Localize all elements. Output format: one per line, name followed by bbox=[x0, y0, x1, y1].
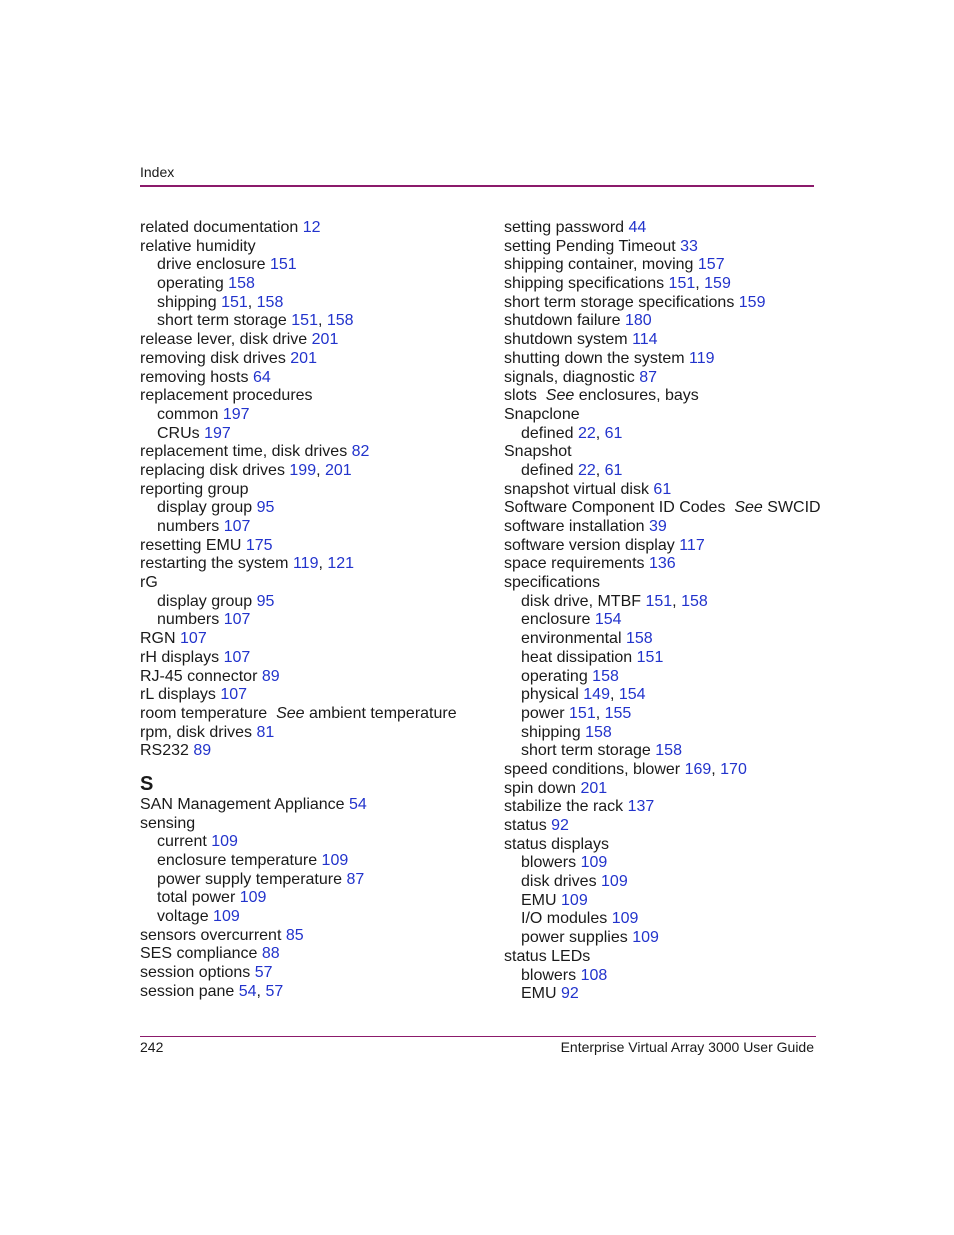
index-term: rL displays bbox=[140, 686, 216, 704]
index-subentry bbox=[504, 742, 824, 761]
page-link[interactable]: 95 bbox=[256, 592, 275, 610]
page-link[interactable]: 107 bbox=[223, 648, 251, 666]
index-entry bbox=[140, 927, 490, 946]
index-term: operating bbox=[157, 275, 224, 293]
index-entry bbox=[140, 350, 490, 369]
index-term: CRUs bbox=[157, 424, 200, 442]
index-entry bbox=[504, 443, 824, 462]
index-term: status displays bbox=[504, 835, 609, 853]
index-term: physical bbox=[521, 686, 579, 704]
index-entry bbox=[504, 481, 824, 500]
page-link[interactable]: 39 bbox=[648, 518, 667, 535]
page-link[interactable]: 159 bbox=[738, 293, 766, 311]
index-entry bbox=[504, 387, 824, 406]
see-reference-label: See bbox=[545, 387, 575, 405]
index-subentry bbox=[140, 852, 490, 871]
index-term: shipping bbox=[521, 723, 581, 741]
page-link[interactable]: 109 bbox=[239, 889, 267, 907]
page-link[interactable]: 158 bbox=[326, 312, 354, 330]
index-term: removing disk drives bbox=[140, 349, 286, 367]
page-link[interactable]: 201 bbox=[580, 779, 608, 797]
page-link[interactable]: 158 bbox=[228, 275, 255, 293]
index-term: signals, diagnostic bbox=[504, 368, 635, 386]
page-link[interactable]: 158 bbox=[655, 742, 682, 760]
index-subentry bbox=[140, 256, 490, 275]
index-term: current bbox=[157, 833, 207, 851]
index-term: power bbox=[521, 704, 565, 722]
header-rule bbox=[140, 185, 814, 187]
index-term: disk drives bbox=[521, 873, 597, 891]
index-term: display group bbox=[157, 499, 253, 517]
index-term: sensing bbox=[140, 814, 196, 832]
index-subentry bbox=[504, 630, 824, 649]
index-term: related documentation bbox=[140, 219, 299, 236]
index-term: shipping container, moving bbox=[504, 256, 694, 274]
page-link[interactable]: 151 bbox=[291, 312, 318, 330]
index-term: status LEDs bbox=[504, 947, 591, 965]
index-subentry: shipping 151, 158 bbox=[157, 293, 284, 311]
index-subentry bbox=[504, 873, 824, 892]
index-entry bbox=[504, 406, 824, 425]
page-link[interactable]: 151 bbox=[221, 293, 248, 311]
page-link[interactable]: 33 bbox=[680, 237, 698, 255]
page-link[interactable]: 109 bbox=[321, 852, 349, 869]
page-link[interactable]: 109 bbox=[632, 929, 659, 947]
index-term: specifications bbox=[504, 574, 601, 592]
index-term: replacement time, disk drives bbox=[140, 443, 348, 461]
book-title: Enterprise Virtual Array 3000 User Guide bbox=[560, 1039, 814, 1055]
index-entry bbox=[140, 331, 490, 350]
index-term: enclosure bbox=[521, 611, 591, 629]
index-entry bbox=[140, 443, 490, 462]
page-link[interactable]: 151 bbox=[269, 256, 297, 274]
index-term: snapshot virtual disk bbox=[504, 480, 649, 498]
page-link[interactable]: 22 bbox=[577, 461, 596, 479]
page-link[interactable]: 61 bbox=[653, 480, 672, 498]
index-term: display group bbox=[157, 592, 253, 610]
page-link[interactable]: 92 bbox=[551, 817, 569, 834]
index-entry bbox=[140, 238, 490, 257]
page-link[interactable]: 109 bbox=[580, 854, 608, 872]
index-term: heat dissipation bbox=[521, 648, 633, 666]
index-term: replacing disk drives bbox=[140, 461, 285, 479]
index-subentry bbox=[140, 425, 490, 444]
index-entry bbox=[504, 518, 824, 537]
index-entry bbox=[140, 537, 490, 556]
index-entry bbox=[140, 964, 490, 983]
index-term: status bbox=[504, 817, 547, 834]
index-entry: speed conditions, blower 169, 170 bbox=[504, 760, 747, 778]
page-link[interactable]: 117 bbox=[679, 536, 705, 554]
index-subentry bbox=[140, 499, 490, 518]
page-link[interactable]: 108 bbox=[580, 966, 608, 984]
index-entry bbox=[140, 387, 490, 406]
index-column-left bbox=[140, 219, 490, 1002]
index-subentry: short term storage 151, 158 bbox=[157, 312, 354, 330]
index-subentry bbox=[140, 889, 490, 908]
page-link[interactable]: 197 bbox=[222, 405, 250, 423]
page-link[interactable]: 81 bbox=[256, 723, 275, 741]
index-entry bbox=[140, 742, 490, 761]
page-link[interactable]: 107 bbox=[180, 630, 207, 648]
index-subentry bbox=[504, 985, 824, 1004]
page-link[interactable]: 159 bbox=[704, 275, 731, 293]
index-term: space requirements bbox=[504, 555, 645, 573]
page-link[interactable]: 57 bbox=[254, 964, 273, 982]
page-link[interactable]: 107 bbox=[223, 518, 251, 535]
index-entry: session pane 54, 57 bbox=[140, 982, 284, 1000]
index-term: setting Pending Timeout bbox=[504, 237, 676, 255]
page-number: 242 bbox=[140, 1039, 164, 1055]
index-term: defined bbox=[521, 424, 574, 442]
index-subentry bbox=[140, 518, 490, 537]
index-term: blowers bbox=[521, 966, 577, 984]
index-subentry bbox=[504, 929, 824, 948]
index-term: Snapshot bbox=[504, 443, 572, 461]
page-link[interactable]: 114 bbox=[632, 331, 658, 349]
index-subentry bbox=[140, 871, 490, 890]
page-link[interactable]: 175 bbox=[245, 536, 273, 554]
index-entry bbox=[504, 238, 824, 257]
page-link[interactable]: 54 bbox=[349, 795, 367, 813]
page-link[interactable]: 158 bbox=[592, 667, 619, 685]
index-term: RS232 bbox=[140, 742, 189, 760]
page-link[interactable]: 137 bbox=[627, 798, 655, 816]
page-link[interactable]: 87 bbox=[346, 870, 365, 888]
index-entry bbox=[504, 331, 824, 350]
page-link[interactable]: 82 bbox=[351, 443, 370, 461]
page-link[interactable]: 109 bbox=[561, 891, 588, 909]
index-term: removing hosts bbox=[140, 368, 249, 386]
index-subentry bbox=[140, 908, 490, 927]
index-term: rpm, disk drives bbox=[140, 723, 253, 741]
index-subentry: defined 22, 61 bbox=[521, 424, 623, 442]
index-term: rG bbox=[140, 574, 158, 592]
index-term: spin down bbox=[504, 779, 577, 797]
index-term: common bbox=[157, 405, 219, 423]
index-term: short term storage specifications bbox=[504, 293, 735, 311]
index-entry bbox=[140, 945, 490, 964]
index-term: short term storage bbox=[157, 312, 287, 330]
index-term: operating bbox=[521, 667, 588, 685]
index-term: shipping specifications bbox=[504, 275, 665, 293]
page-link[interactable]: 154 bbox=[618, 686, 646, 704]
index-entry: shipping specifications 151, 159 bbox=[504, 275, 731, 293]
footer-rule bbox=[140, 1036, 816, 1037]
index-term: resetting EMU bbox=[140, 536, 242, 554]
index-entry bbox=[140, 815, 490, 834]
see-reference-target: ambient temperature bbox=[308, 704, 457, 722]
index-entry bbox=[140, 724, 490, 743]
running-header: Index bbox=[140, 164, 175, 180]
page-link[interactable]: 121 bbox=[327, 555, 355, 573]
index-subentry bbox=[504, 967, 824, 986]
page-link[interactable]: 109 bbox=[213, 908, 240, 926]
index-term: voltage bbox=[157, 908, 209, 926]
page-link[interactable]: 149 bbox=[583, 686, 610, 704]
index-term: numbers bbox=[157, 611, 220, 629]
index-term: shutdown failure bbox=[504, 312, 621, 330]
index-entry: replacing disk drives 199, 201 bbox=[140, 461, 352, 479]
page-link[interactable]: 61 bbox=[604, 461, 623, 479]
index-subentry bbox=[140, 275, 490, 294]
index-entry bbox=[504, 294, 824, 313]
page-link[interactable]: 109 bbox=[601, 873, 628, 891]
index-entry bbox=[504, 574, 824, 593]
page-link[interactable]: 57 bbox=[265, 982, 284, 1000]
index-term: total power bbox=[157, 889, 236, 907]
page-link[interactable]: 136 bbox=[648, 555, 676, 573]
index-term: stabilize the rack bbox=[504, 798, 624, 816]
index-entry bbox=[504, 350, 824, 369]
index-term: EMU bbox=[521, 891, 557, 909]
index-entry bbox=[140, 686, 490, 705]
see-reference-target: SWCID bbox=[767, 499, 821, 517]
index-entry bbox=[140, 574, 490, 593]
index-term: environmental bbox=[521, 630, 622, 648]
index-term: EMU bbox=[521, 985, 557, 1003]
index-entry bbox=[140, 796, 490, 815]
see-reference-label: See bbox=[734, 499, 763, 517]
index-term: disk drive, MTBF bbox=[521, 592, 642, 610]
index-subentry bbox=[504, 892, 824, 911]
page-link[interactable]: 158 bbox=[256, 293, 284, 311]
page-link[interactable]: 201 bbox=[325, 461, 352, 479]
page-link[interactable]: 169 bbox=[684, 760, 712, 778]
index-term: shutdown system bbox=[504, 331, 628, 349]
page-link[interactable]: 170 bbox=[720, 760, 747, 778]
index-term: room temperature bbox=[140, 704, 268, 722]
index-term: Snapclone bbox=[504, 405, 580, 423]
index-letter-heading: S bbox=[140, 772, 154, 795]
index-subentry bbox=[504, 649, 824, 668]
index-subentry bbox=[140, 833, 490, 852]
index-column-right bbox=[504, 219, 824, 1004]
index-subentry bbox=[504, 724, 824, 743]
index-term: blowers bbox=[521, 854, 577, 872]
page-link[interactable]: 201 bbox=[290, 349, 317, 367]
page-link[interactable]: 109 bbox=[611, 910, 639, 928]
index-subentry: defined 22, 61 bbox=[521, 461, 623, 479]
index-entry bbox=[504, 798, 824, 817]
index-term: session options bbox=[140, 964, 251, 982]
index-entry bbox=[504, 836, 824, 855]
index-entry bbox=[504, 948, 824, 967]
index-subentry bbox=[504, 668, 824, 687]
index-term: RGN bbox=[140, 630, 176, 648]
page-link[interactable]: 199 bbox=[289, 461, 317, 479]
index-term: speed conditions, blower bbox=[504, 760, 681, 778]
index-entry bbox=[504, 817, 824, 836]
index-term: shipping bbox=[157, 293, 217, 311]
index-term: setting password bbox=[504, 219, 625, 236]
index-term: Software Component ID Codes bbox=[504, 499, 726, 517]
index-entry bbox=[504, 537, 824, 556]
index-term: numbers bbox=[157, 518, 220, 535]
page-link[interactable]: 109 bbox=[211, 833, 238, 851]
page-link[interactable]: 151 bbox=[645, 592, 673, 610]
index-entry bbox=[140, 705, 490, 724]
index-term: shutting down the system bbox=[504, 349, 685, 367]
index-subentry bbox=[504, 910, 824, 929]
index-term: power supply temperature bbox=[157, 870, 342, 888]
index-term: relative humidity bbox=[140, 237, 256, 255]
index-term: RJ-45 connector bbox=[140, 667, 258, 685]
page-link[interactable]: 158 bbox=[625, 630, 653, 648]
index-entry bbox=[140, 369, 490, 388]
index-term: enclosure temperature bbox=[157, 852, 318, 869]
index-subentry bbox=[504, 854, 824, 873]
page-link[interactable]: 88 bbox=[261, 945, 280, 963]
page-link[interactable]: 44 bbox=[628, 219, 647, 236]
page-link[interactable]: 85 bbox=[285, 926, 304, 944]
index-term: slots bbox=[504, 387, 537, 405]
index-entry bbox=[140, 481, 490, 500]
index-entry bbox=[504, 256, 824, 275]
page-link[interactable]: 89 bbox=[261, 667, 280, 685]
index-term: I/O modules bbox=[521, 910, 608, 928]
page-link[interactable]: 54 bbox=[238, 982, 257, 1000]
page-link[interactable]: 151 bbox=[668, 275, 696, 293]
page-link[interactable]: 157 bbox=[697, 256, 725, 274]
index-term: power supplies bbox=[521, 929, 628, 947]
index-subentry: physical 149, 154 bbox=[521, 686, 646, 704]
page-link[interactable]: 107 bbox=[220, 686, 248, 704]
index-term: SAN Management Appliance bbox=[140, 795, 345, 813]
index-entry bbox=[504, 499, 824, 518]
index-term: reporting group bbox=[140, 480, 249, 498]
page-link[interactable]: 119 bbox=[292, 555, 319, 573]
page-link[interactable]: 89 bbox=[193, 742, 212, 760]
index-entry bbox=[140, 649, 490, 668]
index-entry bbox=[504, 369, 824, 388]
index-term: drive enclosure bbox=[157, 256, 266, 274]
index-entry bbox=[504, 555, 824, 574]
index-term: software version display bbox=[504, 536, 675, 554]
page-link[interactable]: 119 bbox=[689, 349, 715, 367]
see-reference-label: See bbox=[276, 704, 305, 722]
page-link[interactable]: 154 bbox=[594, 611, 622, 629]
page-link[interactable]: 151 bbox=[569, 704, 596, 722]
page-link[interactable]: 12 bbox=[302, 219, 321, 236]
page-link[interactable]: 61 bbox=[604, 424, 623, 442]
index-subentry bbox=[140, 593, 490, 612]
page-link[interactable]: 197 bbox=[204, 424, 231, 442]
page-link[interactable]: 64 bbox=[252, 368, 271, 386]
index-term: replacement procedures bbox=[140, 387, 313, 405]
page-link[interactable]: 201 bbox=[311, 331, 339, 349]
index-subentry bbox=[140, 611, 490, 630]
index-term: restarting the system bbox=[140, 555, 289, 573]
index-entry bbox=[140, 630, 490, 649]
index-term: software installation bbox=[504, 518, 645, 535]
index-entry bbox=[140, 668, 490, 687]
page-link[interactable]: 95 bbox=[256, 499, 275, 517]
page-link[interactable]: 107 bbox=[223, 611, 251, 629]
see-reference-target: enclosures, bays bbox=[578, 387, 699, 405]
index-entry bbox=[504, 219, 824, 238]
page-link[interactable]: 87 bbox=[639, 368, 657, 386]
index-term: release lever, disk drive bbox=[140, 331, 308, 349]
index-subentry: power 151, 155 bbox=[521, 704, 632, 722]
index-term: rH displays bbox=[140, 648, 220, 666]
page-link[interactable]: 92 bbox=[561, 985, 579, 1003]
page-link[interactable]: 155 bbox=[604, 704, 632, 722]
index-term: defined bbox=[521, 461, 574, 479]
index-term: short term storage bbox=[521, 742, 651, 760]
index-entry bbox=[504, 312, 824, 331]
index-term: session pane bbox=[140, 982, 235, 1000]
index-term: sensors overcurrent bbox=[140, 926, 282, 944]
index-entry bbox=[140, 219, 490, 238]
index-term: SES compliance bbox=[140, 945, 258, 963]
page-link[interactable]: 158 bbox=[585, 723, 612, 741]
page-link[interactable]: 158 bbox=[681, 592, 708, 610]
index-subentry bbox=[140, 406, 490, 425]
index-subentry: disk drive, MTBF 151, 158 bbox=[521, 592, 708, 610]
page-link[interactable]: 180 bbox=[624, 312, 652, 330]
index-subentry bbox=[504, 611, 824, 630]
page-link[interactable]: 22 bbox=[577, 424, 596, 442]
page-link[interactable]: 151 bbox=[636, 648, 664, 666]
index-entry bbox=[504, 780, 824, 799]
index-entry: restarting the system 119, 121 bbox=[140, 555, 355, 573]
